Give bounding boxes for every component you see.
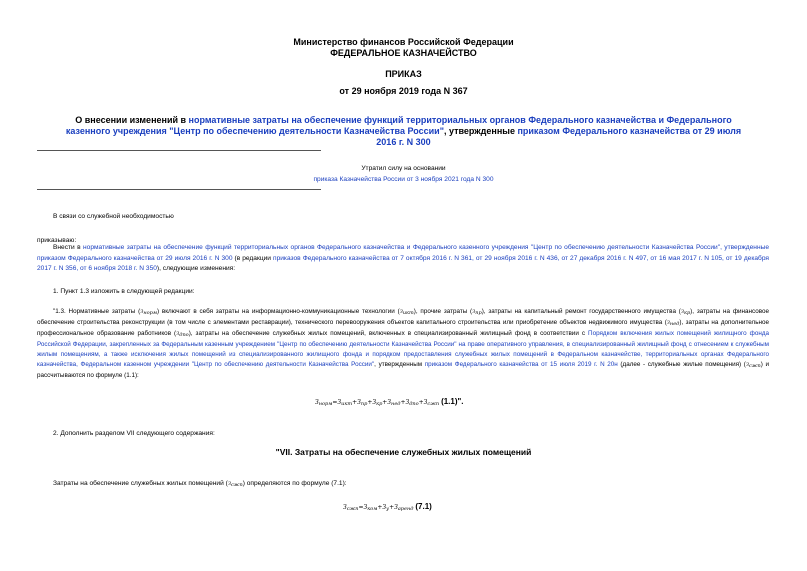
item-2: 2. Дополнить разделом VII следующего содержания: (53, 430, 215, 437)
divider-bottom (37, 189, 321, 190)
divider-top (37, 150, 321, 151)
p1-link-orders[interactable]: приказов Федерального казначейства от 7 октября 2016 г. N 361, от 29 ноября 2016 г. N 436, от 27 декабря 2016 г. N 497, от 16 мая 2017 г. N 105, от 19 декабря 2017 г. N 356, от 6 ноября 2018 г. N 350 (37, 254, 769, 272)
title-link-order[interactable]: приказом Федерального казначейства от 29 июля 2016 г. N 300 (376, 126, 742, 147)
q-text: "1.3. Нормативные затраты ( (53, 308, 141, 315)
q-text: ), затраты на обеспечение служебных жилых помещений, включенных в специализированный жилищный фонд в соответствии с (188, 330, 589, 337)
symbol-z-szh: Зсжп (227, 481, 243, 488)
symbol-z-dpo: Здпо (176, 331, 189, 338)
q-text: ), затраты на финансовое обеспечение строительства реконструкции (в том числе с элементами реставрации), технического перевооружения объектов капитального строительства или приобретение объектов недвижимого имущества ( (37, 308, 770, 326)
q-text: ) и рассчитываются по формуле (1.1): (37, 361, 769, 379)
s-text: Затраты на обеспечение служебных жилых помещений ( (53, 480, 228, 487)
q-text: , утвержденным (374, 361, 425, 368)
intro-text: В связи со служебной необходимостью (53, 213, 174, 220)
title-link-norms[interactable]: нормативные затраты на обеспечение функций территориальных органов Федерального казначейства и Федерального казенного учреждения "Центр по обеспечению деятельности Казначейства России" (65, 115, 732, 136)
title-text: , утвержденные (443, 126, 518, 136)
q-link-order[interactable]: приказом Федерального казначейства от 15 июля 2019 г. N 20н (424, 361, 618, 368)
symbol-z-szh: Зсжп (745, 362, 761, 369)
symbol-z-nedv: Знед (666, 320, 680, 327)
p1-text: (в редакции (232, 254, 273, 262)
p1-text: ), следующие изменения: (156, 265, 236, 272)
doc-type: ПРИКАЗ (385, 69, 422, 79)
q-text: ), затраты на капитальный ремонт государственного имущества ( (481, 308, 681, 315)
p1-link-norms[interactable]: нормативные затраты на обеспечение функций территориальных органов Федерального казначейства и Федерального казенного учреждения "Центр по обеспечению деятельности Казначейства России", утвержденные приказом Федерального казначейства от 29 июля 2016 г. N 300 (37, 244, 769, 262)
status-link[interactable]: приказа Казначейства России от 3 ноября 2021 года N 300 (313, 176, 494, 183)
symbol-z-pr: Зпр (472, 309, 482, 316)
q-text: (далее - служебные жилые помещения) ( (617, 361, 746, 368)
section-title: "VII. Затраты на обеспечение служебных жилых помещений (275, 447, 532, 457)
formula-7-1-expression: $З_{сжп}=З_{ком}+З_у+З_{аренд}$ (343, 504, 414, 512)
formula-7-1 (343, 501, 432, 515)
p1-text: Внести в (53, 244, 84, 251)
title-text: О внесении изменений в (75, 115, 189, 125)
q-text: ), прочие затраты ( (413, 308, 473, 315)
formula-1-1-expression: $З_{норм}=З_{икт}+З_{пр}+З_{кр}+З_{нед}+З_{дпо}+З_{сжп}$ (315, 399, 440, 407)
quoted-paragraph (37, 307, 769, 381)
status-note: Утратил силу на основании (361, 165, 446, 172)
q-link-procedure[interactable]: Порядком включения жилых помещений жилищного фонда Российской Федерации, закрепленных за Федеральным казенным учреждением "Центр по обеспечению деятельности Казначейства России" на праве оперативного управления, в специализированный жилищный фонд с отнесением к служебным жилым помещениям, а также исключения жилых помещений из специализированного жилищного фонда и порядком предоставления служебных жилых помещений в Федеральном казначействе, территориальных органах Федерального казначейства, Федеральном казенном учреждении "Центр по обеспечению деятельности Казначейства России" (37, 330, 770, 368)
symbol-z-kr: Зкр (680, 309, 691, 316)
treasury-heading: ФЕДЕРАЛЬНОЕ КАЗНАЧЕЙСТВО (330, 48, 477, 58)
s-text: ) определяются по формуле (7.1): (242, 480, 347, 487)
document-title (55, 115, 752, 148)
ministry-heading: Министерство финансов Российской Федерации (293, 37, 514, 47)
symbol-z-norm: Знорм (140, 309, 157, 316)
symbol-z-ikt: Зикт (399, 309, 414, 316)
order-word: приказываю: (37, 237, 77, 244)
section-text (53, 479, 347, 491)
doc-date-number: от 29 ноября 2019 года N 367 (339, 86, 468, 96)
formula-7-1-label: (7.1) (415, 502, 432, 511)
paragraph-1 (37, 243, 769, 275)
formula-1-1-label: (1.1)". (441, 397, 464, 406)
formula-1-1 (315, 396, 464, 410)
q-text: ), затраты на дополнительное профессиональное образование работников ( (37, 319, 769, 337)
item-1: 1. Пункт 1.3 изложить в следующей редакции: (53, 288, 195, 295)
q-text: ) включают в себя затраты на информационно-коммуникационные технологии ( (156, 308, 400, 315)
